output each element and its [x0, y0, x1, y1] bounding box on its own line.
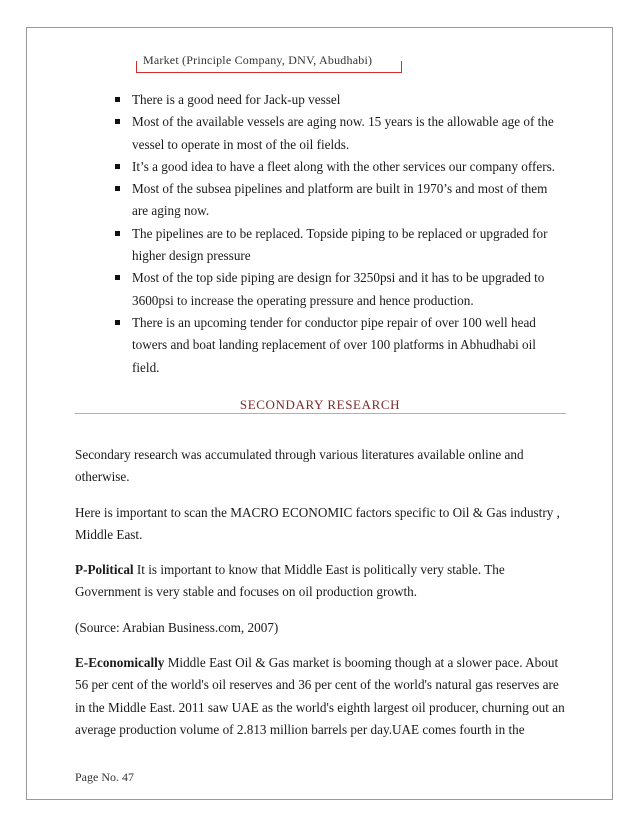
economic-label: E-Economically — [75, 655, 165, 671]
political-text: It is important to know that Middle East is politically very stable. The Government is very stable and focuses on oil production growth. — [75, 562, 505, 600]
list-item — [114, 111, 564, 156]
list-item-text: There is an upcoming tender for conductor pipe repair of over 100 well head towers and boat landing replacement of over 100 platforms in Abhudhabi oil field. — [132, 314, 536, 375]
square-bullet-icon — [115, 97, 120, 102]
list-item — [114, 178, 564, 223]
paragraph-political — [75, 559, 565, 604]
square-bullet-icon — [115, 186, 120, 191]
list-item-text: The pipelines are to be replaced. Topside piping to be replaced or upgraded for higher design pressure — [132, 225, 548, 264]
page-number: Page No. 47 — [75, 770, 134, 784]
list-item — [114, 223, 564, 268]
clipped-heading-text: Market (Principle Company, DNV, Abudhabi) — [143, 53, 373, 67]
clipped-heading-highlight — [136, 53, 402, 73]
square-bullet-icon — [115, 320, 120, 325]
list-item — [114, 267, 564, 312]
square-bullet-icon — [115, 164, 120, 169]
list-item-text: Most of the subsea pipelines and platform are built in 1970’s and most of them are aging now. — [132, 181, 548, 219]
paragraph-secondary-research: Secondary research was accumulated through various literatures available online and otherwise. — [75, 447, 524, 485]
list-item-text: Most of the available vessels are aging now. 15 years is the allowable age of the vessel to operate in most of the oil fields. — [132, 114, 554, 152]
paragraph-economic — [75, 652, 565, 741]
list-item-text: Most of the top side piping are design for 3250psi and it has to be upgraded to 3600psi to increase the operating pressure and hence production. — [132, 270, 545, 308]
political-label: P-Political — [75, 562, 134, 578]
section-title: SECONDARY RESEARCH — [239, 397, 401, 412]
paragraph-source: (Source: Arabian Business.com, 2007) — [75, 619, 279, 635]
bullet-list — [114, 89, 564, 379]
list-item-text: It’s a good idea to have a fleet along with the other services our company offers. — [132, 158, 556, 174]
list-item — [114, 89, 564, 111]
list-item-text: There is a good need for Jack-up vessel — [132, 92, 341, 107]
square-bullet-icon — [115, 231, 120, 236]
paragraph-macro-economic: Here is important to scan the MACRO ECONOMIC factors specific to Oil & Gas industry , Middle East. — [75, 504, 560, 542]
economic-text: Middle East Oil & Gas market is booming though at a slower pace. About 56 per cent of the world's oil reserves and 36 per cent of the world's natural gas reserves are in the Middle East. 2011 saw UAE as the world's eighth largest oil producer, churning out an average production volume of 2.813 million barrels per day.UAE comes fourth in the — [75, 655, 565, 737]
list-item — [114, 312, 564, 379]
square-bullet-icon — [115, 275, 120, 280]
body-text — [75, 444, 565, 754]
square-bullet-icon — [115, 119, 120, 124]
section-divider — [75, 413, 566, 414]
list-item — [114, 156, 564, 178]
